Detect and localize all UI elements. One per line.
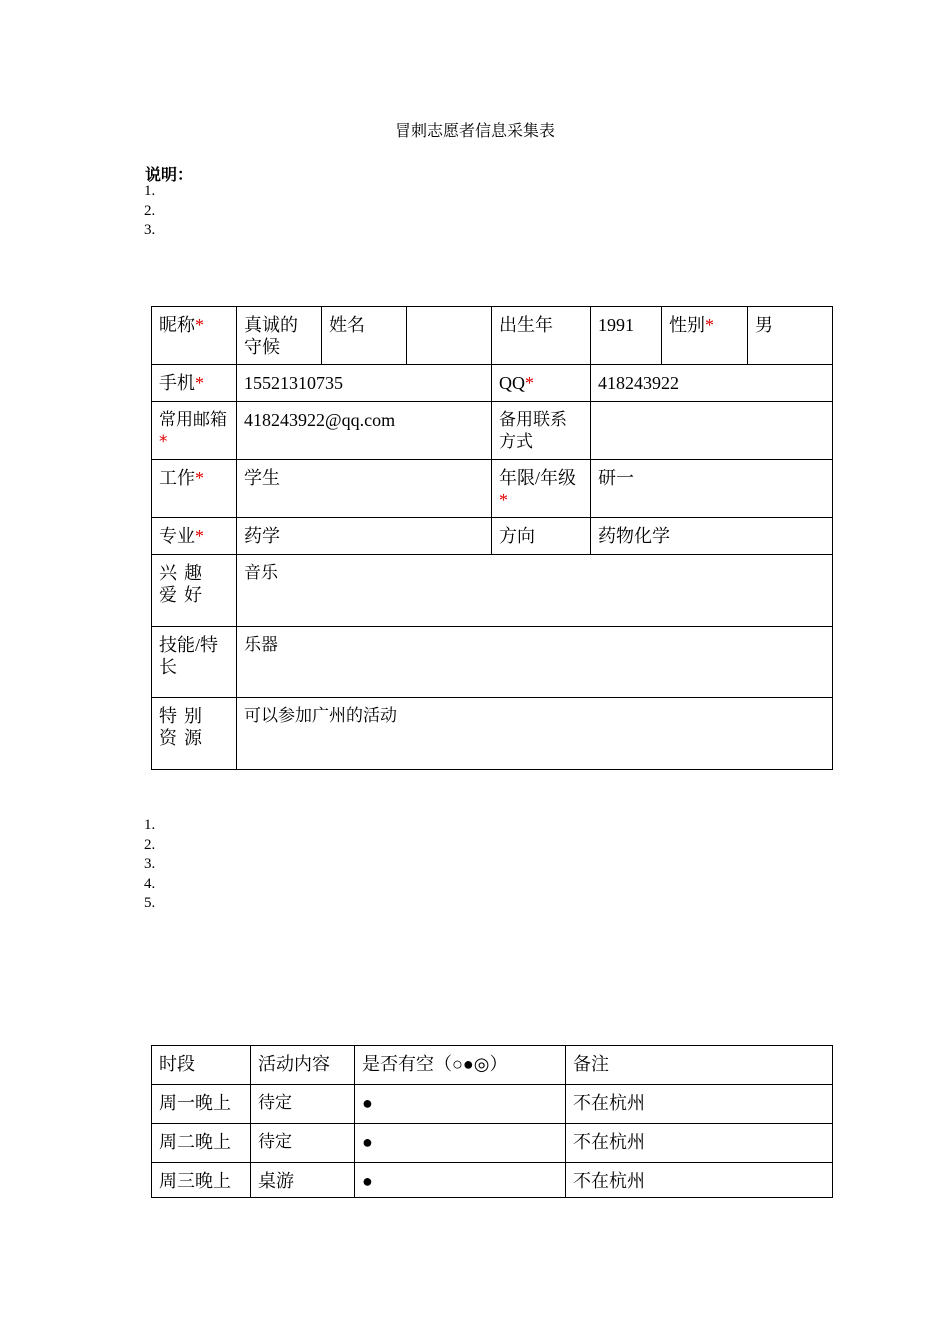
gender-label: 性别* <box>662 307 748 365</box>
time-cell: 周三晚上 <box>152 1163 251 1198</box>
remark-cell[interactable]: 不在杭州 <box>566 1163 833 1198</box>
birth-label: 出生年 <box>492 307 591 365</box>
skill-value[interactable]: 乐器 <box>237 627 833 698</box>
schedule-header-row <box>152 1046 833 1085</box>
activity-cell[interactable]: 桌游 <box>251 1163 355 1198</box>
remark-cell[interactable]: 不在杭州 <box>566 1124 833 1163</box>
job-label: 工作* <box>152 460 237 518</box>
header-activity: 活动内容 <box>251 1046 355 1085</box>
grade-value[interactable]: 研一 <box>591 460 833 518</box>
availability-cell[interactable]: ● <box>355 1085 566 1124</box>
form-title: 冒刺志愿者信息采集表 <box>394 121 555 140</box>
resource-label: 特别资源 <box>152 698 237 770</box>
volunteer-info-table <box>151 306 833 770</box>
hobby-label: 兴趣爱好 <box>152 555 237 627</box>
activity-cell[interactable]: 待定 <box>251 1085 355 1124</box>
gender-value[interactable]: 男 <box>748 307 833 365</box>
availability-cell[interactable]: ● <box>355 1124 566 1163</box>
phone-value[interactable]: 15521310735 <box>237 365 492 402</box>
list-item: 5. <box>144 895 156 911</box>
major-label: 专业* <box>152 518 237 555</box>
table-row <box>152 1163 833 1198</box>
name-value[interactable] <box>407 307 492 365</box>
header-availability: 是否有空（○●◎） <box>355 1046 566 1085</box>
nickname-label: 昵称* <box>152 307 237 365</box>
schedule-table <box>151 1045 833 1198</box>
direction-value[interactable]: 药物化学 <box>591 518 833 555</box>
note-item: 3. <box>144 222 156 238</box>
note-list <box>144 182 155 241</box>
birth-value[interactable]: 1991 <box>591 307 662 365</box>
time-cell: 周一晚上 <box>152 1085 251 1124</box>
skill-label: 技能/特长 <box>152 627 237 698</box>
second-list <box>144 816 155 914</box>
phone-label: 手机* <box>152 365 237 402</box>
table-row <box>152 1085 833 1124</box>
email-label: 常用邮箱* <box>152 402 237 460</box>
backup-contact-label: 备用联系方式 <box>492 402 591 460</box>
resource-value[interactable]: 可以参加广州的活动 <box>237 698 833 770</box>
remark-cell[interactable]: 不在杭州 <box>566 1085 833 1124</box>
time-cell: 周二晚上 <box>152 1124 251 1163</box>
backup-contact-value[interactable] <box>591 402 833 460</box>
list-item: 1. <box>144 817 156 833</box>
availability-cell[interactable]: ● <box>355 1163 566 1198</box>
list-item: 2. <box>144 836 156 853</box>
qq-value[interactable]: 418243922 <box>591 365 833 402</box>
nickname-value[interactable]: 真诚的守候 <box>237 307 322 365</box>
table-row <box>152 1124 833 1163</box>
header-remark: 备注 <box>566 1046 833 1085</box>
grade-label: 年限/年级* <box>492 460 591 518</box>
email-value[interactable]: 418243922@qq.com <box>237 402 492 460</box>
note-heading: 说明： <box>145 165 194 184</box>
hobby-value[interactable]: 音乐 <box>237 555 833 627</box>
name-label: 姓名 <box>322 307 407 365</box>
direction-label: 方向 <box>492 518 591 555</box>
list-item: 4. <box>144 875 156 892</box>
activity-cell[interactable]: 待定 <box>251 1124 355 1163</box>
list-item: 3. <box>144 856 156 872</box>
job-value[interactable]: 学生 <box>237 460 492 518</box>
note-item: 2. <box>144 202 156 219</box>
qq-label: QQ* <box>492 365 591 402</box>
header-time: 时段 <box>152 1046 251 1085</box>
note-item: 1. <box>144 183 156 199</box>
major-value[interactable]: 药学 <box>237 518 492 555</box>
